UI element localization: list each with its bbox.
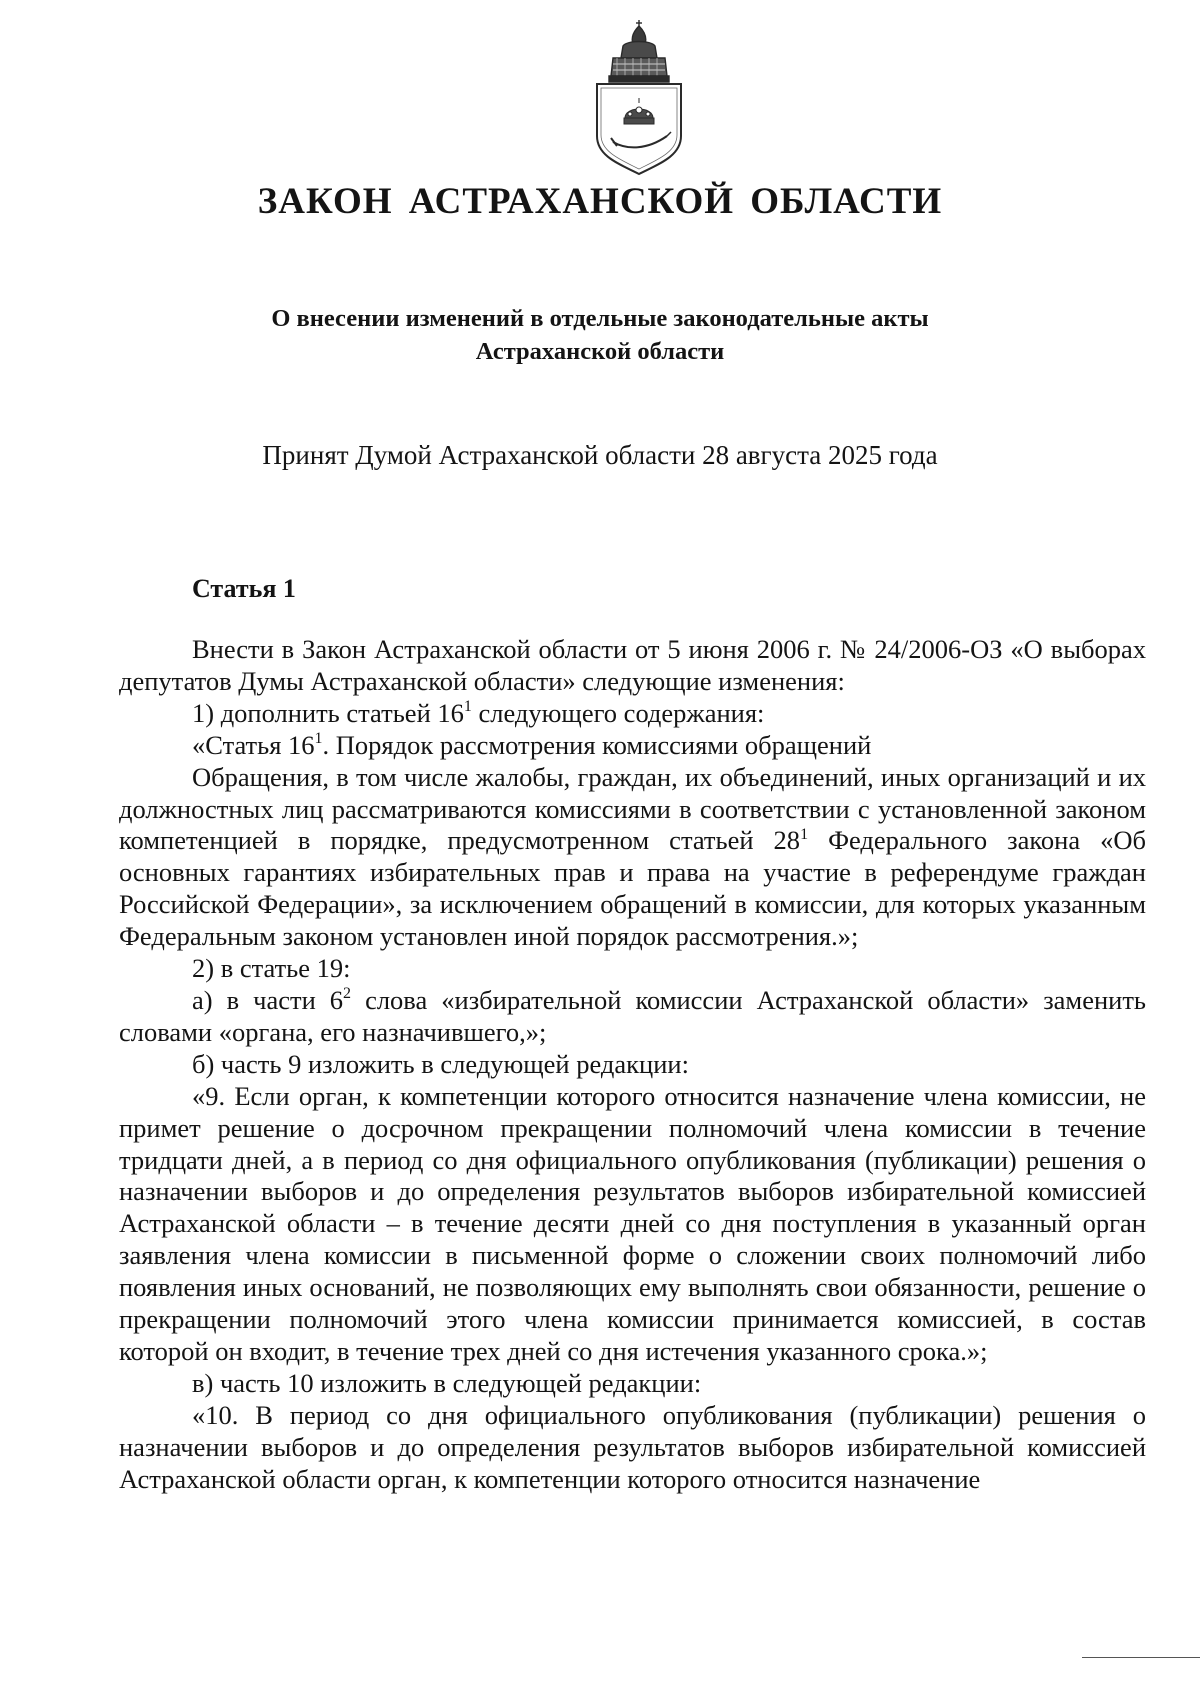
paragraph-article-title [119, 730, 1146, 762]
superscript: 1 [800, 825, 809, 843]
paragraph-item-1 [119, 698, 1146, 730]
law-subtitle [0, 302, 1200, 368]
paragraph-part-10: «10. В период со дня официального опубликования (публикации) решения о назначении выборов и до определения результатов выборов избирательной комиссией Астраханской области орган, к компетенции которого относится назначение [119, 1399, 1146, 1494]
article-body [119, 634, 1146, 1495]
text: Обращения, в том числе жалобы, граждан, их объединений, иных организаций и их должностных лиц рассматриваются комиссиями в соответствии с установленной законом компетенцией в порядке, предусмотренном статьей 28 [119, 761, 1146, 856]
superscript: 1 [463, 697, 472, 715]
adoption-statement: Принят Думой Астраханской области 28 августа 2025 года [262, 440, 938, 470]
page-edge-line [1082, 1657, 1200, 1658]
law-title: ЗАКОН АСТРАХАНСКОЙ ОБЛАСТИ [257, 181, 943, 222]
paragraph-item-2a [119, 985, 1146, 1049]
law-subtitle-line-2: Астраханской области [475, 338, 725, 365]
text: Федерального закона «Об основных гарантиях избирательных прав и права на участие в референдуме граждан Российской Федерации», за исключением обращений в комиссии, для которых указанным Федеральным законом установлен иной порядок рассмотрения.»; [119, 825, 1146, 952]
text: «Статья 16 [192, 729, 315, 760]
law-subtitle-line-1: О внесении изменений в отдельные законодательные акты [271, 305, 929, 332]
article-heading: Статья 1 [192, 574, 296, 603]
text: 1) дополнить статьей 16 [192, 697, 464, 728]
paragraph-appeals [119, 762, 1146, 953]
paragraph-intro: Внести в Закон Астраханской области от 5 июня 2006 г. № 24/2006-ОЗ «О выборах депутатов Думы Астраханской области» следующие изменения: [119, 634, 1146, 696]
paragraph-part-9: «9. Если орган, к компетенции которого относится назначение члена комиссии, не примет решение о досрочном прекращении полномочий члена комиссии в течение тридцати дней, а в период со дня официального опубликования (публикации) решения о назначении выборов и до определения результатов выборов избирательной комиссией Астраханской области – в течение десяти дней со дня поступления в указанный орган заявления члена комиссии в письменной форме о сложении своих полномочий либо появления иных оснований, не позволяющих ему выполнять свои обязанности, решение о прекращении полномочий этого члена комиссии принимается комиссией, в состав которой он входит, в течение трех дней со дня истечения указанного срока.»; [119, 1080, 1146, 1366]
paragraph-item-2c: в) часть 10 изложить в следующей редакции: [192, 1367, 702, 1398]
paragraph-item-2: 2) в статье 19: [192, 953, 351, 984]
superscript: 2 [343, 985, 352, 1003]
text: следующего содержания: [471, 697, 765, 728]
superscript: 1 [314, 729, 323, 747]
astrakhan-coat-of-arms-icon [583, 18, 695, 178]
text: . Порядок рассмотрения комиссиями обращений [322, 729, 872, 760]
text: а) в части 6 [192, 984, 344, 1015]
text: слова «избирательной комиссии Астраханской области» заменить словами «органа, его назначившего,»; [119, 984, 1146, 1047]
paragraph-item-2b: б) часть 9 изложить в следующей редакции: [192, 1048, 689, 1079]
